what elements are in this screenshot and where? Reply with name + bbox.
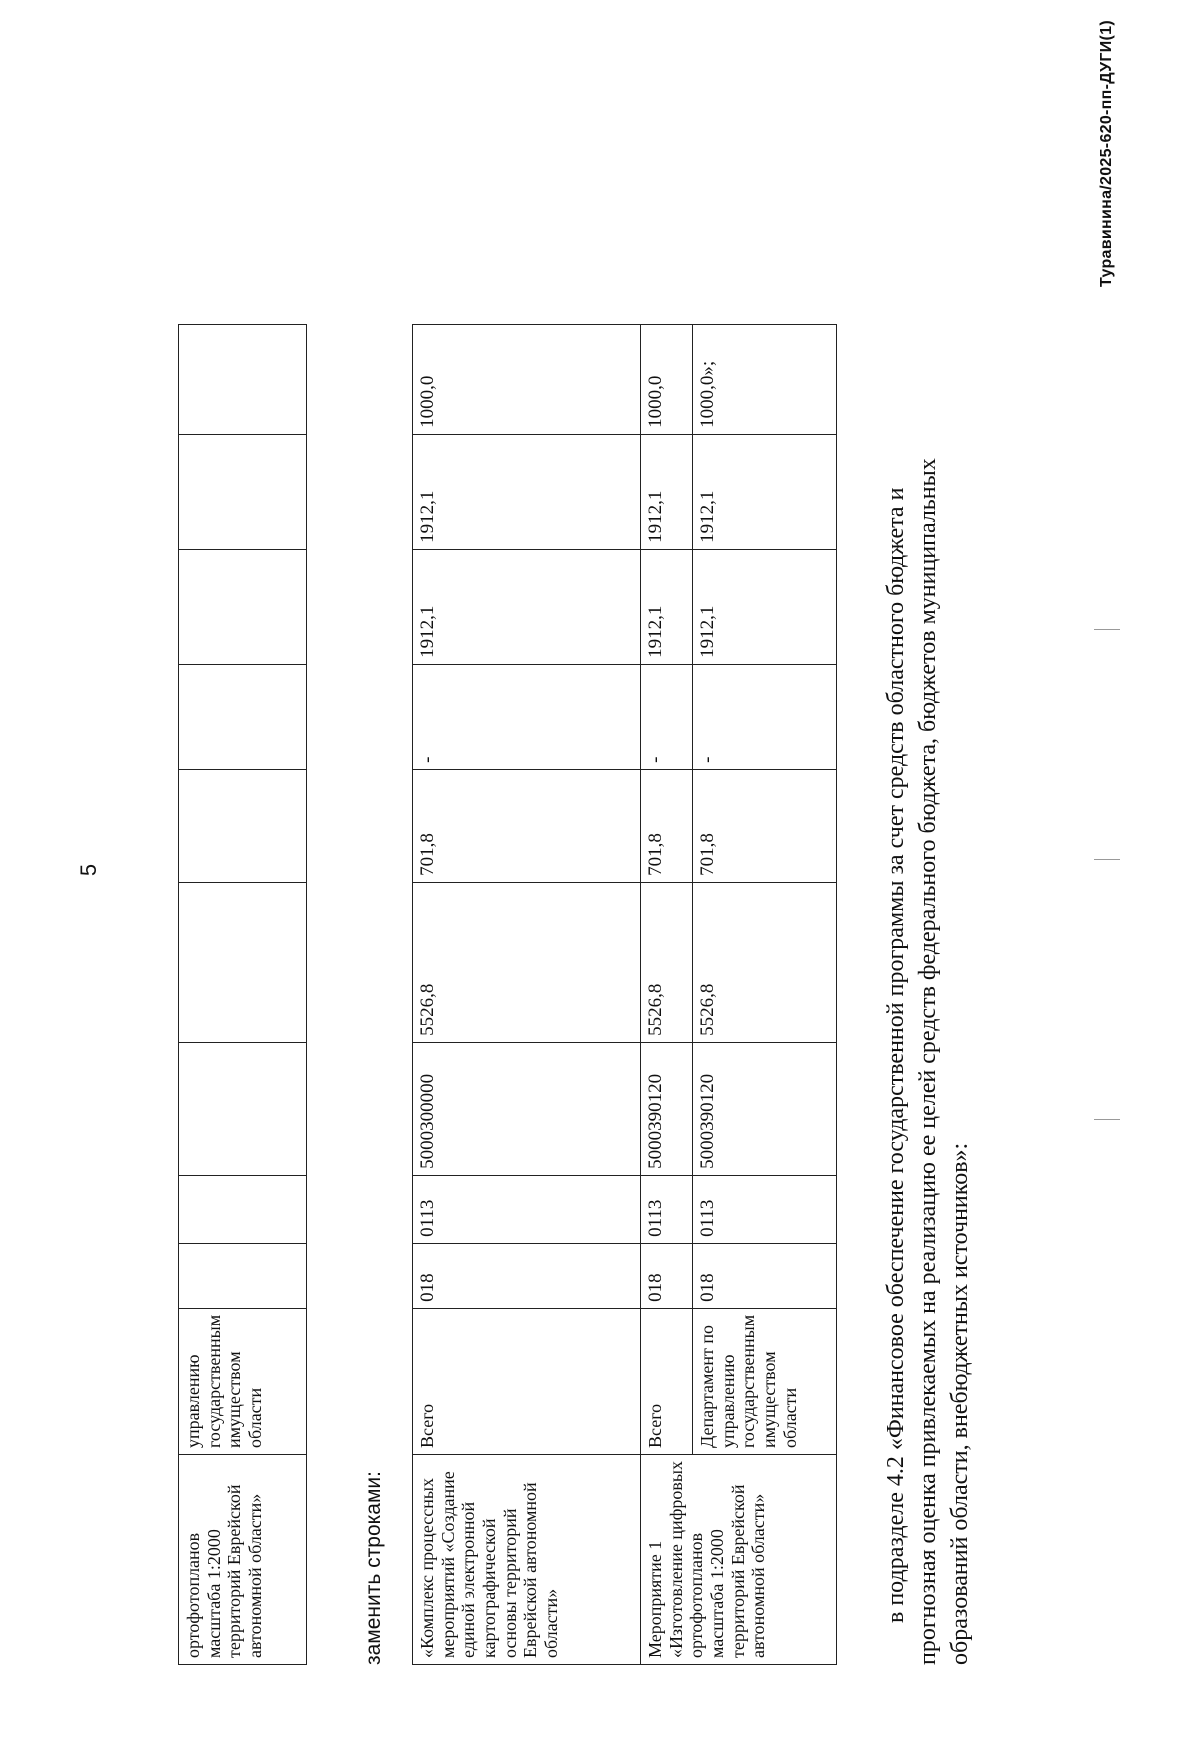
table-cell: 5526,8 — [413, 882, 641, 1042]
scan-mark — [1094, 859, 1120, 860]
table-cell: Департамент по управлению государственным имуществом области — [693, 1308, 837, 1454]
table-cell: 1912,1 — [693, 434, 837, 549]
table-cell: 1000,0 — [641, 324, 693, 434]
table-cell: ортофотопланов масштаба 1:2000 территорий Еврейской автономной области» — [179, 1455, 307, 1665]
table-cell — [179, 1042, 307, 1175]
table-cell: 1912,1 — [413, 549, 641, 664]
scan-mark — [1094, 629, 1120, 630]
table-row — [641, 324, 693, 1664]
amendment-paragraph — [880, 95, 976, 1665]
table-cell: - — [413, 664, 641, 769]
replacement-table — [412, 324, 837, 1665]
table-cell: 1912,1 — [641, 434, 693, 549]
paragraph-line: в подразделе 4.2 «Финансовое обеспечение государственной программы за счет средств областного бюджета и — [883, 487, 909, 1623]
table-cell — [179, 664, 307, 769]
table-cell: 701,8 — [693, 769, 837, 882]
table-cell: 1912,1 — [693, 549, 837, 664]
table-row — [413, 324, 641, 1664]
table-cell: Всего — [641, 1308, 693, 1454]
table-cell: 0113 — [693, 1175, 837, 1243]
table-cell: 1000,0»; — [693, 324, 837, 434]
table-cell: управлению государственным имуществом области — [179, 1308, 307, 1454]
table-cell: - — [641, 664, 693, 769]
table-cell: 5526,8 — [641, 882, 693, 1042]
table-cell: 0113 — [413, 1175, 641, 1243]
document-reference: Туравинина/2025-620-пп-ДУГИ(1) — [1098, 20, 1115, 287]
table-cell — [179, 882, 307, 1042]
table-cell — [179, 769, 307, 882]
table-cell: 701,8 — [641, 769, 693, 882]
table-cell — [179, 549, 307, 664]
scan-mark — [1094, 1119, 1120, 1120]
table-cell: 1912,1 — [641, 549, 693, 664]
table-cell: 1000,0 — [413, 324, 641, 434]
table-cell: 018 — [413, 1243, 641, 1308]
table-cell — [179, 324, 307, 434]
page-number: 5 — [76, 863, 101, 877]
table-cell: Всего — [413, 1308, 641, 1454]
table-cell — [179, 434, 307, 549]
table-row — [179, 324, 307, 1664]
table-cell: 0113 — [641, 1175, 693, 1243]
intro-text: заменить строками: — [362, 1471, 385, 1665]
table-cell: 5000390120 — [641, 1042, 693, 1175]
paragraph-line: образований области, внебюджетных источников»: — [947, 1142, 973, 1665]
top-table-fragment — [178, 324, 307, 1665]
table-cell: 5000300000 — [413, 1042, 641, 1175]
table-cell: Мероприятие 1 «Изготовление цифровых ортофотопланов масштаба 1:2000 территорий Еврейской автономной области» — [641, 1455, 837, 1665]
table-cell: 1912,1 — [413, 434, 641, 549]
table-cell: 018 — [641, 1243, 693, 1308]
table-cell — [179, 1243, 307, 1308]
paragraph-line: прогнозная оценка привлекаемых на реализацию ее целей средств федерального бюджета, бюджетов муниципальных — [915, 458, 941, 1665]
table-cell — [179, 1175, 307, 1243]
table-cell: 018 — [693, 1243, 837, 1308]
table-cell: - — [693, 664, 837, 769]
table-cell: «Комплекс процессных мероприятий «Создание единой электронной картографической основы территорий Еврейской автономной области» — [413, 1455, 641, 1665]
table-cell: 5526,8 — [693, 882, 837, 1042]
table-cell: 5000390120 — [693, 1042, 837, 1175]
table-cell: 701,8 — [413, 769, 641, 882]
